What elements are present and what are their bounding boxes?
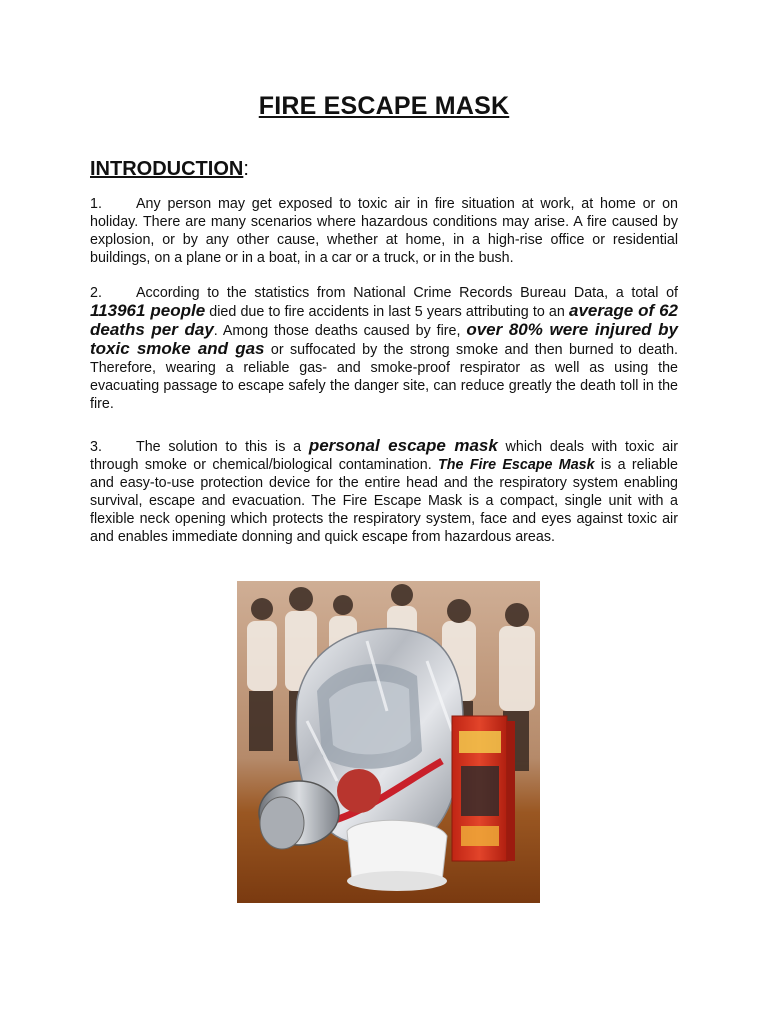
- paragraph-number: 1.: [90, 196, 102, 212]
- paragraph-text: . Among those deaths caused by fire,: [213, 323, 467, 339]
- mask-illustration: [237, 581, 540, 903]
- paragraph-2: [90, 284, 678, 413]
- product-box: [452, 716, 515, 861]
- paragraph-number: 3.: [90, 439, 102, 455]
- heading-colon: :: [243, 158, 249, 180]
- bold-italic-text: The Fire Escape Mask: [438, 457, 595, 473]
- mask-valve: [337, 769, 381, 813]
- paragraph-text: or suffocated by the strong smoke and then burned to death. Therefore, wearing a reliable gas- and smoke-proof respirator as well as using the evacuating passage to escape safely the danger site, can reduce greatly the death toll in the fire.: [90, 342, 678, 412]
- emphasis-text: over 80% were injured by toxic smoke and gas: [90, 320, 678, 358]
- paragraph-text: The solution to this is a: [136, 439, 309, 455]
- heading-text: INTRODUCTION: [90, 158, 244, 180]
- section-heading: [90, 158, 249, 181]
- paragraph-number: 2.: [90, 285, 102, 301]
- mask-stand: [347, 820, 447, 891]
- paragraph-text: Any person may get exposed to toxic air in fire situation at work, at home or on holiday. There are many scenarios where hazardous conditions may arise. A fire caused by explosion, or by any other cause, whether at home, in a high-rise office or residential buildings, on a plane or in a boat, in a car or a truck, or in the bush.: [90, 196, 678, 266]
- emphasis-text: personal escape mask: [308, 436, 498, 455]
- document-title: FIRE ESCAPE MASK: [258, 92, 510, 120]
- emphasis-text: 113961 people: [90, 301, 206, 320]
- paragraph-text: died due to fire accidents in last 5 years attributing to an: [205, 304, 569, 320]
- paragraph-3: [90, 437, 678, 546]
- fire-escape-mask-photo: [237, 581, 540, 903]
- paragraph-1: [90, 195, 678, 267]
- paragraph-text: which deals with toxic air through smoke or chemical/biological contamination.: [90, 439, 678, 473]
- paragraph-text: is a reliable and easy-to-use protection device for the entire head and the respiratory system enabling survival, escape and evacuation. The Fire Escape Mask is a compact, single unit with a flexible neck opening which protects the respiratory system, face and eyes against toxic air and enables immediate donning and quick escape from hazardous areas.: [90, 457, 678, 545]
- emphasis-text: average of 62 deaths per day: [90, 301, 678, 339]
- paragraph-text: According to the statistics from National Crime Records Bureau Data, a total of: [136, 285, 678, 301]
